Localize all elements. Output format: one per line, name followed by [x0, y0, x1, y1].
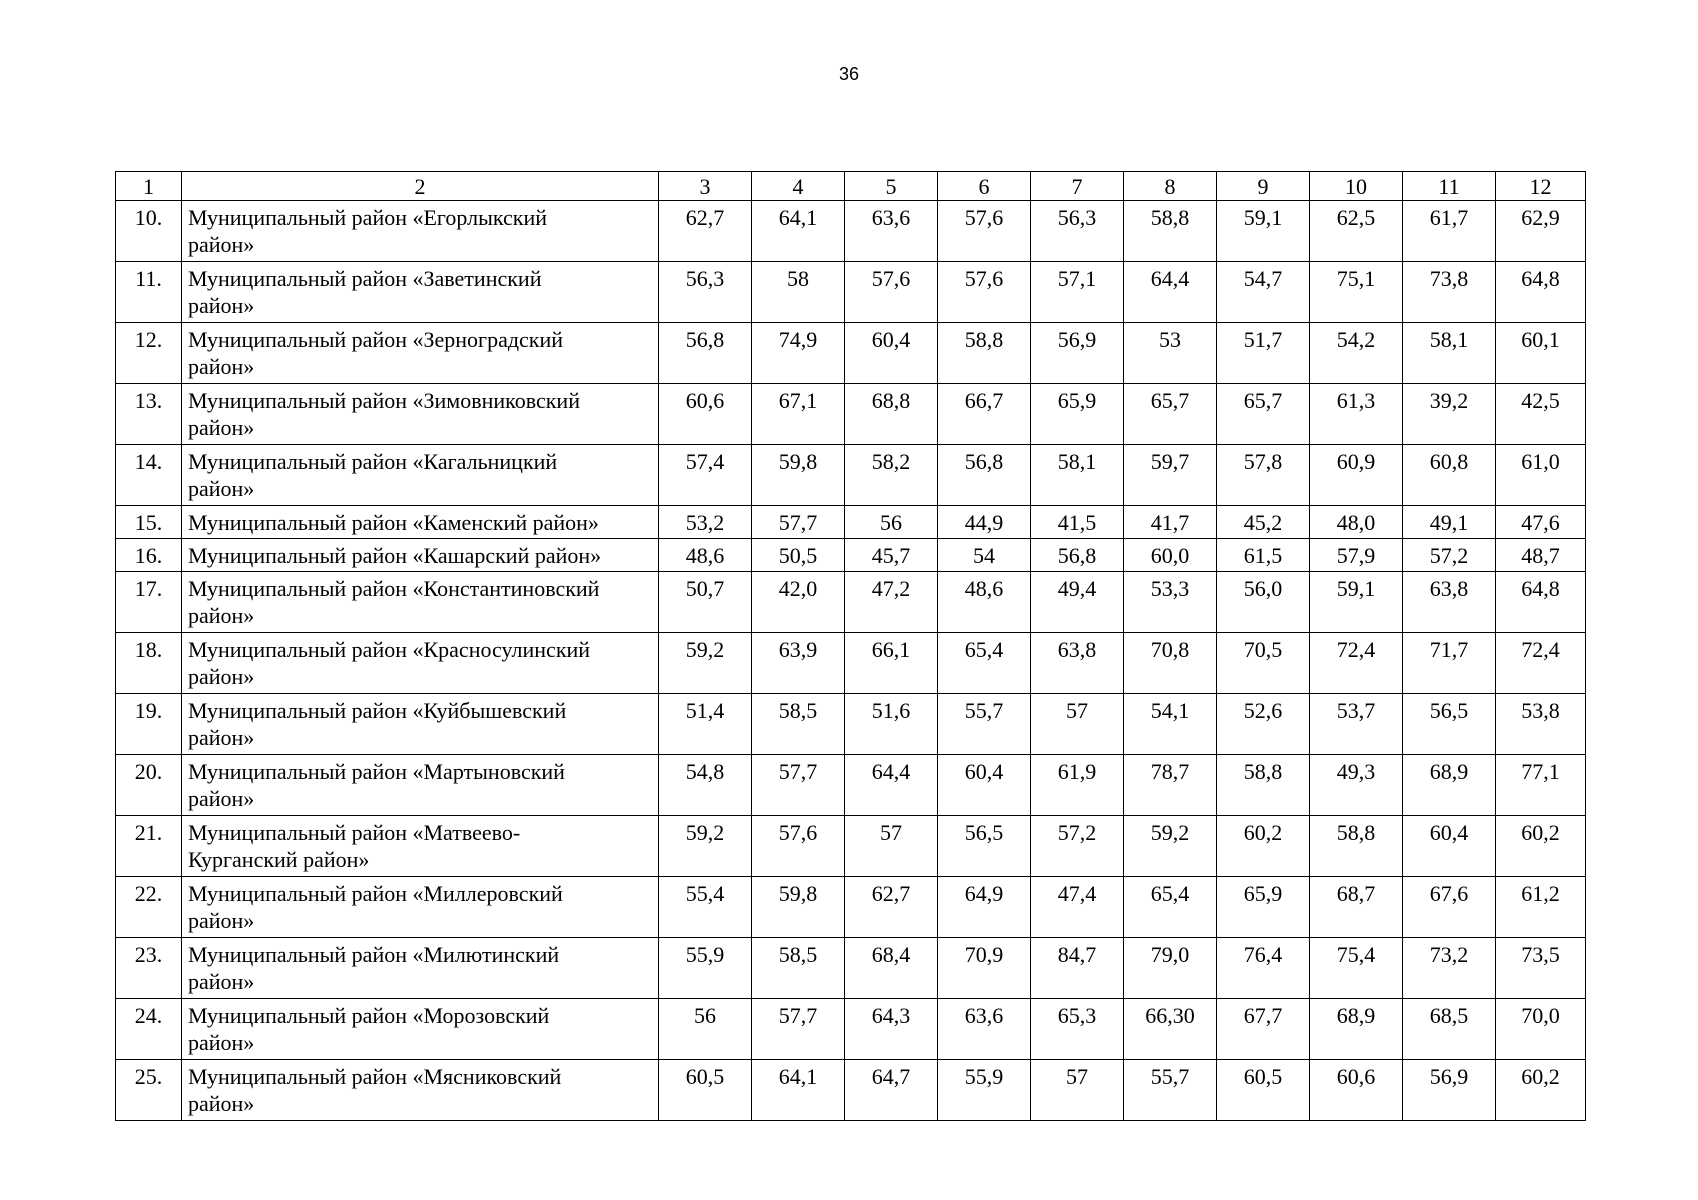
value-cell: 72,4 [1310, 633, 1403, 694]
value-cell: 61,5 [1217, 539, 1310, 572]
value-cell: 68,8 [845, 384, 938, 445]
value-cell: 65,9 [1031, 384, 1124, 445]
value-cell: 47,6 [1496, 506, 1586, 539]
district-name-line: Муниципальный район «Заветинский [188, 266, 542, 291]
value-cell: 58,2 [845, 445, 938, 506]
district-name [182, 755, 659, 816]
value-cell: 59,1 [1310, 572, 1403, 633]
table-row [116, 694, 1586, 755]
value-cell: 57 [1031, 1060, 1124, 1121]
value-cell: 70,0 [1496, 999, 1586, 1060]
district-name-line: Муниципальный район «Матвеево- [188, 820, 521, 845]
value-cell: 42,0 [752, 572, 845, 633]
value-cell: 76,4 [1217, 938, 1310, 999]
value-cell: 56,3 [659, 262, 752, 323]
value-cell: 64,1 [752, 201, 845, 262]
value-cell: 57,7 [752, 999, 845, 1060]
value-cell: 56,3 [1031, 201, 1124, 262]
value-cell: 60,5 [659, 1060, 752, 1121]
value-cell: 66,7 [938, 384, 1031, 445]
value-cell: 53,3 [1124, 572, 1217, 633]
value-cell: 60,5 [1217, 1060, 1310, 1121]
value-cell: 51,7 [1217, 323, 1310, 384]
table-row [116, 384, 1586, 445]
value-cell: 59,2 [1124, 816, 1217, 877]
value-cell: 60,2 [1217, 816, 1310, 877]
value-cell: 59,8 [752, 445, 845, 506]
value-cell: 61,2 [1496, 877, 1586, 938]
table-row [116, 1060, 1586, 1121]
value-cell: 73,8 [1403, 262, 1496, 323]
value-cell: 55,9 [938, 1060, 1031, 1121]
table-row [116, 938, 1586, 999]
district-name [182, 323, 659, 384]
value-cell: 64,7 [845, 1060, 938, 1121]
value-cell: 66,1 [845, 633, 938, 694]
data-table [115, 171, 1586, 1121]
district-name [182, 201, 659, 262]
value-cell: 53,7 [1310, 694, 1403, 755]
district-name-line: Курганский район» [188, 847, 370, 872]
value-cell: 60,0 [1124, 539, 1217, 572]
value-cell: 65,9 [1217, 877, 1310, 938]
column-header: 4 [752, 172, 845, 201]
column-header: 3 [659, 172, 752, 201]
value-cell: 57,6 [752, 816, 845, 877]
value-cell: 68,9 [1310, 999, 1403, 1060]
value-cell: 56,8 [1031, 539, 1124, 572]
district-name-line: Муниципальный район «Зимовниковский [188, 388, 580, 413]
value-cell: 63,9 [752, 633, 845, 694]
row-number: 24. [116, 999, 182, 1060]
district-name-line: Муниципальный район «Кашарский район» [188, 543, 602, 568]
value-cell: 61,9 [1031, 755, 1124, 816]
value-cell: 64,8 [1496, 262, 1586, 323]
value-cell: 57,7 [752, 755, 845, 816]
value-cell: 58,8 [1124, 201, 1217, 262]
column-header: 6 [938, 172, 1031, 201]
district-name-line: район» [188, 232, 255, 257]
column-header: 7 [1031, 172, 1124, 201]
district-name [182, 877, 659, 938]
value-cell: 59,8 [752, 877, 845, 938]
district-name-line: Муниципальный район «Кагальницкий [188, 449, 558, 474]
value-cell: 72,4 [1496, 633, 1586, 694]
district-name-line: Муниципальный район «Милютинский [188, 942, 560, 967]
district-name-line: район» [188, 786, 255, 811]
value-cell: 63,8 [1031, 633, 1124, 694]
value-cell: 54,8 [659, 755, 752, 816]
value-cell: 61,7 [1403, 201, 1496, 262]
column-header: 2 [182, 172, 659, 201]
value-cell: 70,9 [938, 938, 1031, 999]
column-header: 10 [1310, 172, 1403, 201]
table-row [116, 262, 1586, 323]
district-name-line: район» [188, 908, 255, 933]
value-cell: 65,7 [1124, 384, 1217, 445]
value-cell: 79,0 [1124, 938, 1217, 999]
table-row [116, 506, 1586, 539]
row-number: 12. [116, 323, 182, 384]
district-name [182, 694, 659, 755]
row-number: 22. [116, 877, 182, 938]
value-cell: 64,8 [1496, 572, 1586, 633]
district-name [182, 384, 659, 445]
value-cell: 65,4 [938, 633, 1031, 694]
value-cell: 61,3 [1310, 384, 1403, 445]
column-header: 5 [845, 172, 938, 201]
district-name-line: район» [188, 1091, 255, 1116]
district-name [182, 506, 659, 539]
value-cell: 58,5 [752, 938, 845, 999]
value-cell: 59,2 [659, 633, 752, 694]
table-row [116, 201, 1586, 262]
value-cell: 57,6 [938, 262, 1031, 323]
district-name-line: район» [188, 354, 255, 379]
value-cell: 70,5 [1217, 633, 1310, 694]
row-number: 19. [116, 694, 182, 755]
value-cell: 58,1 [1031, 445, 1124, 506]
value-cell: 64,1 [752, 1060, 845, 1121]
value-cell: 56,8 [659, 323, 752, 384]
district-name-line: район» [188, 969, 255, 994]
value-cell: 48,0 [1310, 506, 1403, 539]
district-name-line: Муниципальный район «Каменский район» [188, 510, 599, 535]
district-name-line: Муниципальный район «Константиновский [188, 576, 600, 601]
value-cell: 64,9 [938, 877, 1031, 938]
table-row [116, 633, 1586, 694]
table-row [116, 877, 1586, 938]
value-cell: 60,4 [1403, 816, 1496, 877]
district-name-line: Муниципальный район «Зерноградский [188, 327, 564, 352]
value-cell: 64,3 [845, 999, 938, 1060]
row-number: 10. [116, 201, 182, 262]
table-row [116, 572, 1586, 633]
value-cell: 52,6 [1217, 694, 1310, 755]
value-cell: 73,2 [1403, 938, 1496, 999]
value-cell: 57,4 [659, 445, 752, 506]
value-cell: 60,2 [1496, 1060, 1586, 1121]
row-number: 18. [116, 633, 182, 694]
district-name [182, 633, 659, 694]
value-cell: 57,2 [1403, 539, 1496, 572]
row-number: 13. [116, 384, 182, 445]
value-cell: 51,4 [659, 694, 752, 755]
table-row [116, 445, 1586, 506]
value-cell: 57,2 [1031, 816, 1124, 877]
value-cell: 56,5 [1403, 694, 1496, 755]
value-cell: 66,30 [1124, 999, 1217, 1060]
value-cell: 54,1 [1124, 694, 1217, 755]
value-cell: 58,8 [1217, 755, 1310, 816]
value-cell: 62,5 [1310, 201, 1403, 262]
value-cell: 47,2 [845, 572, 938, 633]
value-cell: 68,9 [1403, 755, 1496, 816]
value-cell: 65,4 [1124, 877, 1217, 938]
value-cell: 51,6 [845, 694, 938, 755]
district-name-line: Муниципальный район «Миллеровский [188, 881, 563, 906]
value-cell: 56,9 [1403, 1060, 1496, 1121]
value-cell: 65,7 [1217, 384, 1310, 445]
value-cell: 57 [845, 816, 938, 877]
value-cell: 60,6 [659, 384, 752, 445]
value-cell: 67,7 [1217, 999, 1310, 1060]
value-cell: 59,2 [659, 816, 752, 877]
value-cell: 56,5 [938, 816, 1031, 877]
value-cell: 58,1 [1403, 323, 1496, 384]
district-name [182, 999, 659, 1060]
value-cell: 57,9 [1310, 539, 1403, 572]
district-name-line: район» [188, 664, 255, 689]
page-number: 36 [838, 64, 860, 84]
value-cell: 57,6 [845, 262, 938, 323]
district-name [182, 539, 659, 572]
district-name [182, 1060, 659, 1121]
value-cell: 48,6 [659, 539, 752, 572]
value-cell: 49,3 [1310, 755, 1403, 816]
district-name [182, 572, 659, 633]
value-cell: 68,7 [1310, 877, 1403, 938]
value-cell: 62,9 [1496, 201, 1586, 262]
value-cell: 41,5 [1031, 506, 1124, 539]
value-cell: 53,8 [1496, 694, 1586, 755]
value-cell: 55,7 [1124, 1060, 1217, 1121]
value-cell: 67,1 [752, 384, 845, 445]
value-cell: 48,7 [1496, 539, 1586, 572]
value-cell: 57,7 [752, 506, 845, 539]
value-cell: 55,9 [659, 938, 752, 999]
district-name-line: Муниципальный район «Куйбышевский [188, 698, 567, 723]
row-number: 11. [116, 262, 182, 323]
value-cell: 57,6 [938, 201, 1031, 262]
value-cell: 58,8 [1310, 816, 1403, 877]
row-number: 16. [116, 539, 182, 572]
column-header: 12 [1496, 172, 1586, 201]
table-row [116, 816, 1586, 877]
district-name-line: район» [188, 603, 255, 628]
row-number: 17. [116, 572, 182, 633]
value-cell: 54,2 [1310, 323, 1403, 384]
district-name [182, 938, 659, 999]
value-cell: 63,6 [845, 201, 938, 262]
value-cell: 78,7 [1124, 755, 1217, 816]
table-row [116, 755, 1586, 816]
value-cell: 44,9 [938, 506, 1031, 539]
value-cell: 67,6 [1403, 877, 1496, 938]
value-cell: 41,7 [1124, 506, 1217, 539]
column-header: 1 [116, 172, 182, 201]
district-name-line: Муниципальный район «Мясниковский [188, 1064, 562, 1089]
value-cell: 56 [659, 999, 752, 1060]
table-header-row [116, 172, 1586, 201]
value-cell: 45,2 [1217, 506, 1310, 539]
value-cell: 48,6 [938, 572, 1031, 633]
row-number: 23. [116, 938, 182, 999]
row-number: 15. [116, 506, 182, 539]
value-cell: 50,7 [659, 572, 752, 633]
value-cell: 84,7 [1031, 938, 1124, 999]
value-cell: 59,1 [1217, 201, 1310, 262]
table-row [116, 323, 1586, 384]
value-cell: 57 [1031, 694, 1124, 755]
value-cell: 57,1 [1031, 262, 1124, 323]
value-cell: 57,8 [1217, 445, 1310, 506]
row-number: 21. [116, 816, 182, 877]
district-name [182, 262, 659, 323]
value-cell: 55,7 [938, 694, 1031, 755]
table-row [116, 539, 1586, 572]
value-cell: 42,5 [1496, 384, 1586, 445]
value-cell: 61,0 [1496, 445, 1586, 506]
value-cell: 54 [938, 539, 1031, 572]
value-cell: 59,7 [1124, 445, 1217, 506]
value-cell: 70,8 [1124, 633, 1217, 694]
value-cell: 62,7 [659, 201, 752, 262]
value-cell: 75,4 [1310, 938, 1403, 999]
district-name-line: район» [188, 415, 255, 440]
value-cell: 58,8 [938, 323, 1031, 384]
value-cell: 71,7 [1403, 633, 1496, 694]
value-cell: 56,0 [1217, 572, 1310, 633]
row-number: 14. [116, 445, 182, 506]
value-cell: 62,7 [845, 877, 938, 938]
value-cell: 53,2 [659, 506, 752, 539]
column-header: 8 [1124, 172, 1217, 201]
value-cell: 77,1 [1496, 755, 1586, 816]
value-cell: 56 [845, 506, 938, 539]
value-cell: 63,8 [1403, 572, 1496, 633]
district-name [182, 445, 659, 506]
value-cell: 60,2 [1496, 816, 1586, 877]
value-cell: 60,1 [1496, 323, 1586, 384]
value-cell: 60,4 [845, 323, 938, 384]
value-cell: 60,4 [938, 755, 1031, 816]
value-cell: 53 [1124, 323, 1217, 384]
value-cell: 55,4 [659, 877, 752, 938]
district-name-line: Муниципальный район «Егорлыкский [188, 205, 548, 230]
value-cell: 64,4 [1124, 262, 1217, 323]
value-cell: 60,8 [1403, 445, 1496, 506]
value-cell: 39,2 [1403, 384, 1496, 445]
value-cell: 45,7 [845, 539, 938, 572]
column-header: 9 [1217, 172, 1310, 201]
value-cell: 60,9 [1310, 445, 1403, 506]
value-cell: 74,9 [752, 323, 845, 384]
value-cell: 58,5 [752, 694, 845, 755]
district-name-line: район» [188, 293, 255, 318]
value-cell: 68,5 [1403, 999, 1496, 1060]
district-name [182, 816, 659, 877]
value-cell: 73,5 [1496, 938, 1586, 999]
district-name-line: район» [188, 476, 255, 501]
value-cell: 49,1 [1403, 506, 1496, 539]
district-name-line: Муниципальный район «Морозовский [188, 1003, 550, 1028]
value-cell: 50,5 [752, 539, 845, 572]
value-cell: 68,4 [845, 938, 938, 999]
district-name-line: район» [188, 725, 255, 750]
district-name-line: Муниципальный район «Красносулинский [188, 637, 591, 662]
value-cell: 54,7 [1217, 262, 1310, 323]
column-header: 11 [1403, 172, 1496, 201]
value-cell: 65,3 [1031, 999, 1124, 1060]
row-number: 25. [116, 1060, 182, 1121]
value-cell: 49,4 [1031, 572, 1124, 633]
table-body [116, 172, 1586, 1121]
value-cell: 56,8 [938, 445, 1031, 506]
value-cell: 47,4 [1031, 877, 1124, 938]
row-number: 20. [116, 755, 182, 816]
value-cell: 60,6 [1310, 1060, 1403, 1121]
value-cell: 63,6 [938, 999, 1031, 1060]
value-cell: 64,4 [845, 755, 938, 816]
table-row [116, 999, 1586, 1060]
value-cell: 58 [752, 262, 845, 323]
district-name-line: Муниципальный район «Мартыновский [188, 759, 565, 784]
value-cell: 75,1 [1310, 262, 1403, 323]
value-cell: 56,9 [1031, 323, 1124, 384]
district-name-line: район» [188, 1030, 255, 1055]
